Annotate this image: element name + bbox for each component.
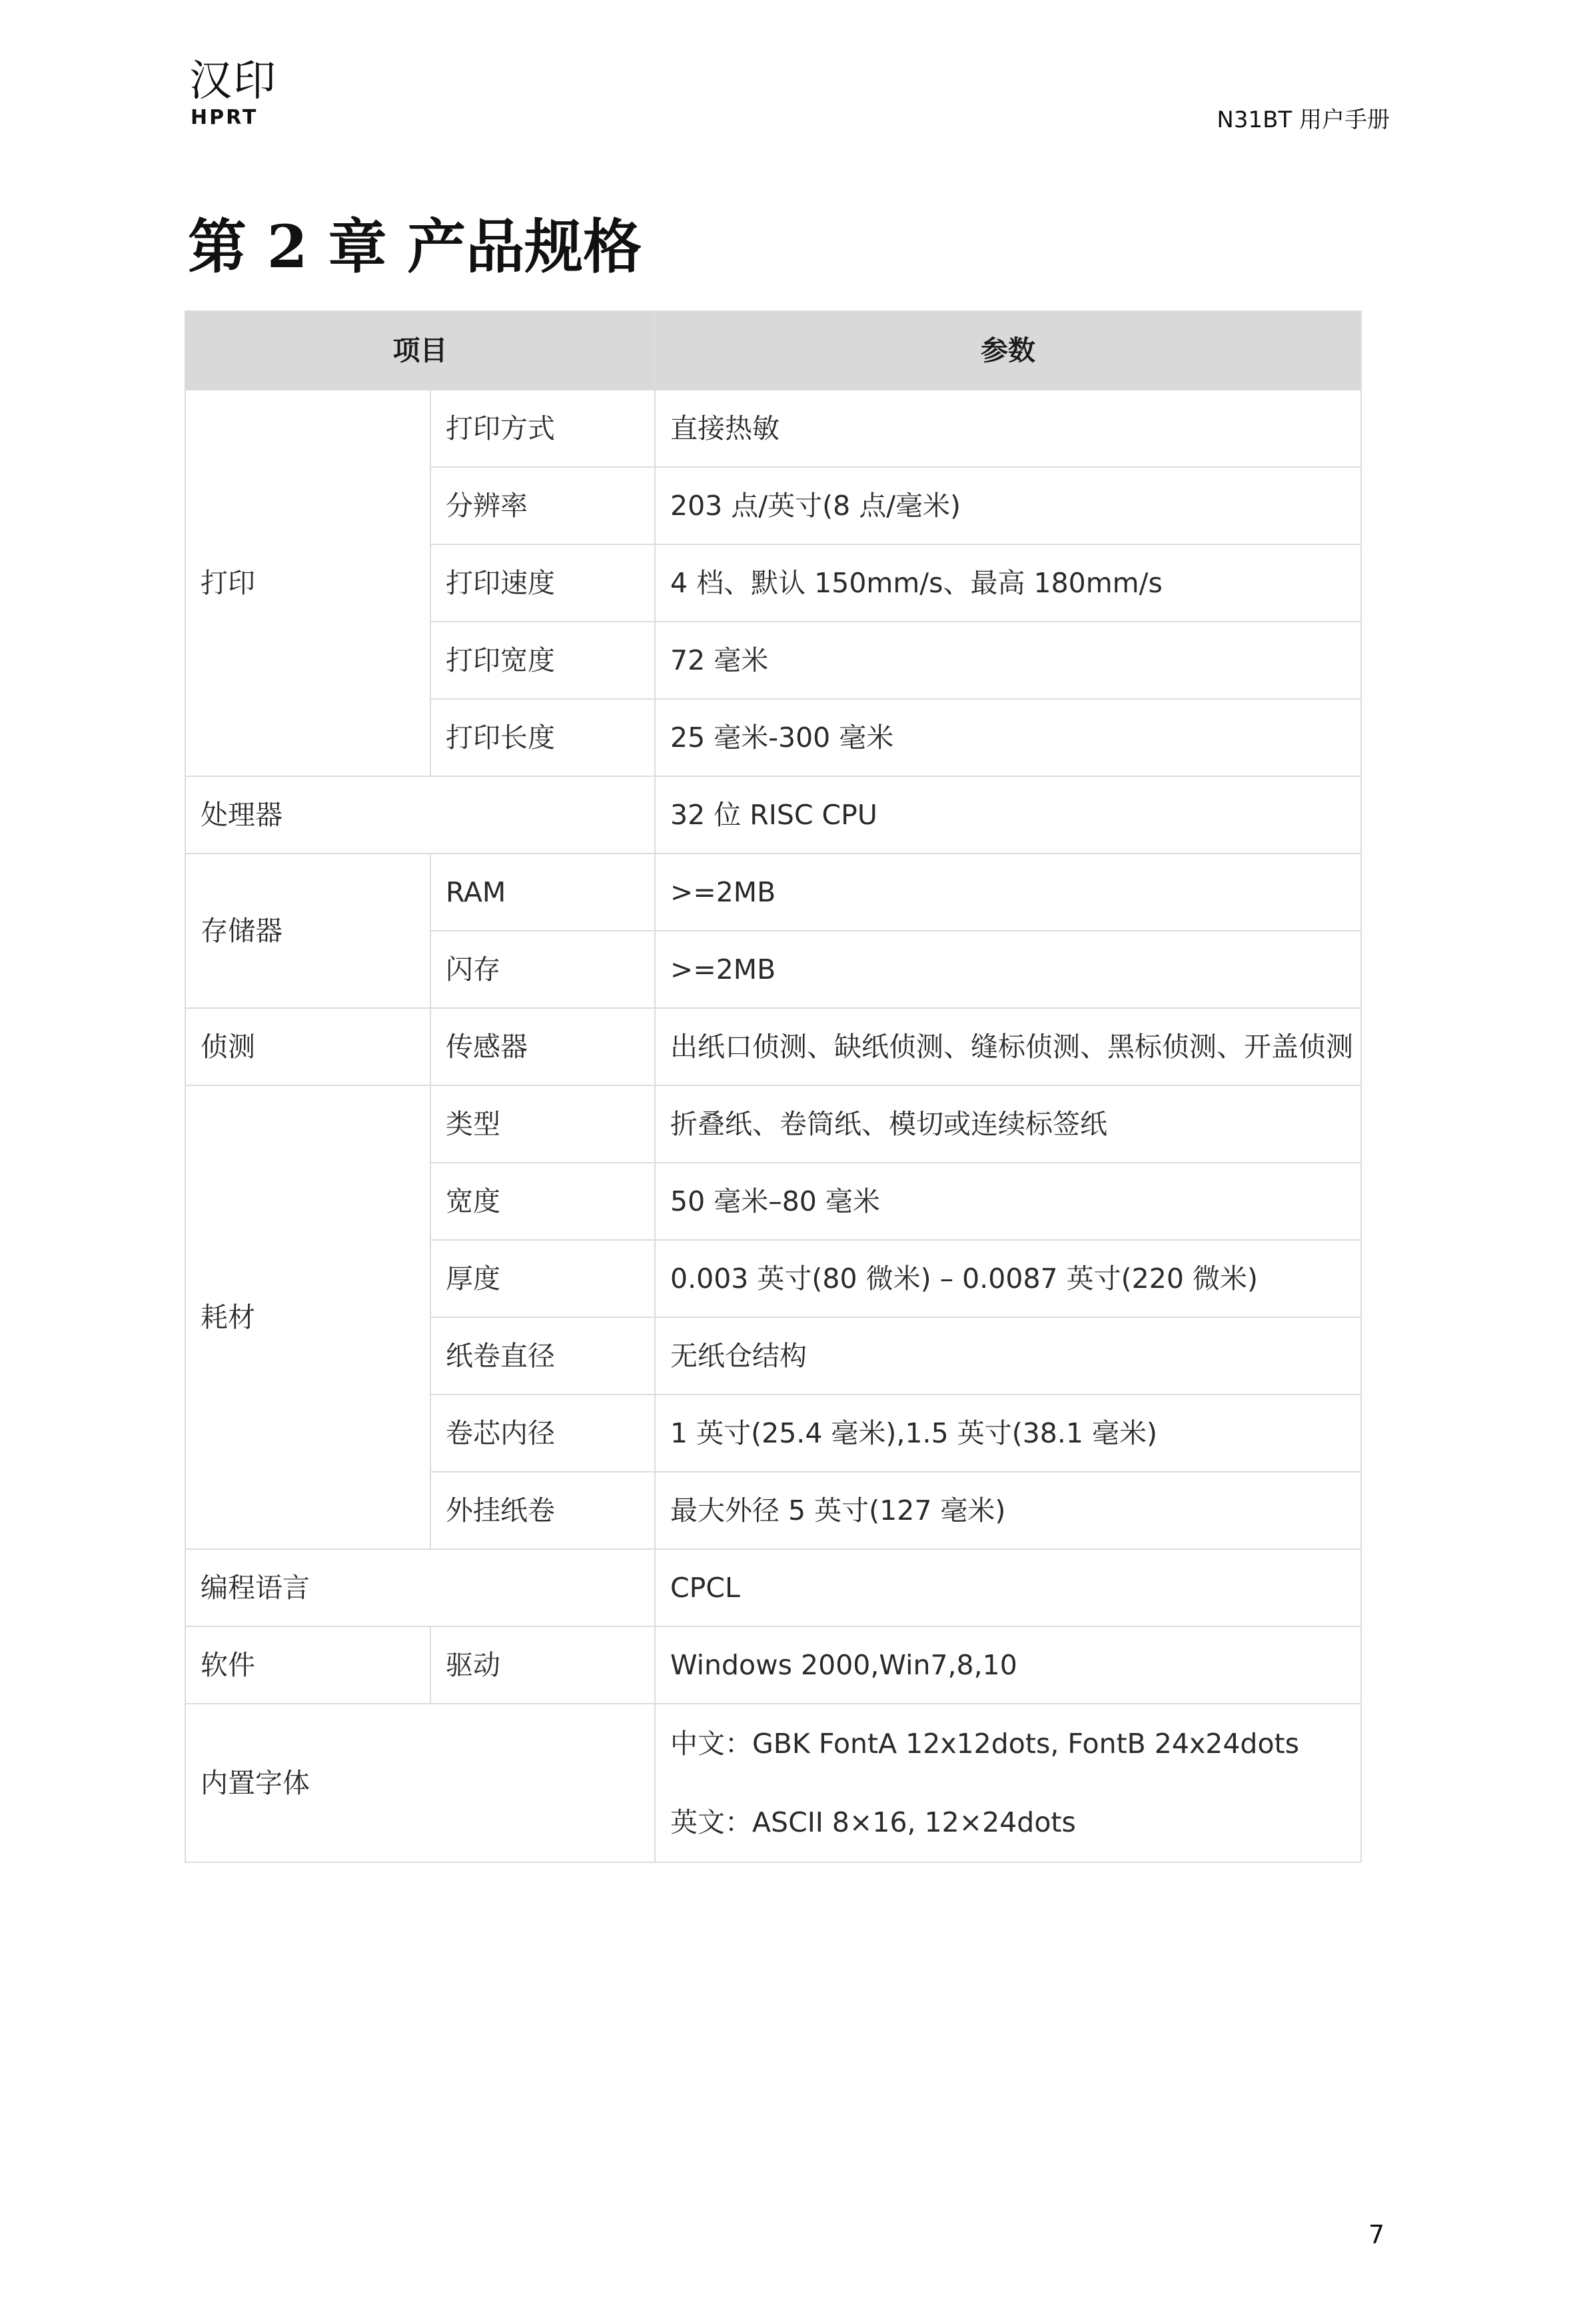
logo-english-text: HPRT <box>191 106 259 129</box>
item-value: Windows 2000,Win7,8,10 <box>655 1626 1361 1704</box>
table-header-row <box>185 311 1361 390</box>
item-name: 打印宽度 <box>430 622 655 699</box>
item-value-multiline <box>655 1704 1361 1862</box>
category-print: 打印 <box>185 390 430 776</box>
item-value: 无纸仓结构 <box>655 1317 1361 1395</box>
item-name: 打印速度 <box>430 544 655 622</box>
item-name: 厚度 <box>430 1240 655 1317</box>
item-value: >=2MB <box>655 931 1361 1008</box>
hprt-logo <box>189 57 276 131</box>
item-value: 折叠纸、卷筒纸、模切或连续标签纸 <box>655 1085 1361 1163</box>
category-processor: 处理器 <box>185 776 655 854</box>
table-row <box>185 1008 1361 1085</box>
table-row <box>185 854 1361 931</box>
item-value: 直接热敏 <box>655 390 1361 467</box>
item-name: 纸卷直径 <box>430 1317 655 1395</box>
chapter-title: 第 2 章 产品规格 <box>188 212 642 281</box>
item-value: CPCL <box>655 1549 1361 1626</box>
category-fonts: 内置字体 <box>185 1704 655 1862</box>
item-name: 宽度 <box>430 1163 655 1240</box>
item-value: 72 毫米 <box>655 622 1361 699</box>
table-row <box>185 1549 1361 1626</box>
table-row <box>185 390 1361 467</box>
item-value: 32 位 RISC CPU <box>655 776 1361 854</box>
header-item: 项目 <box>185 311 655 390</box>
item-value: 50 毫米–80 毫米 <box>655 1163 1361 1240</box>
item-name: 卷芯内径 <box>430 1395 655 1472</box>
item-name: 闪存 <box>430 931 655 1008</box>
logo-chinese-text: 汉印 <box>189 57 277 106</box>
item-name: 外挂纸卷 <box>430 1472 655 1549</box>
item-value: 最大外径 5 英寸(127 毫米) <box>655 1472 1361 1549</box>
item-value: 203 点/英寸(8 点/毫米) <box>655 467 1361 544</box>
item-name: 类型 <box>430 1085 655 1163</box>
category-language: 编程语言 <box>185 1549 655 1626</box>
item-value: 1 英寸(25.4 毫米),1.5 英寸(38.1 毫米) <box>655 1395 1361 1472</box>
header-param: 参数 <box>655 311 1361 390</box>
item-name: 打印长度 <box>430 699 655 776</box>
table-row <box>185 1626 1361 1704</box>
item-value: >=2MB <box>655 854 1361 931</box>
category-media: 耗材 <box>185 1085 430 1549</box>
item-name: 分辨率 <box>430 467 655 544</box>
font-line-chinese: 中文：GBK FontA 12x12dots, FontB 24x24dots <box>670 1728 1299 1760</box>
item-name: RAM <box>430 854 655 931</box>
table-row <box>185 1085 1361 1163</box>
table-row <box>185 776 1361 854</box>
item-name: 驱动 <box>430 1626 655 1704</box>
category-detection: 侦测 <box>185 1008 430 1085</box>
category-memory: 存储器 <box>185 854 430 1008</box>
item-value: 4 档、默认 150mm/s、最高 180mm/s <box>655 544 1361 622</box>
spec-table <box>185 310 1362 1863</box>
item-name: 传感器 <box>430 1008 655 1085</box>
item-value: 出纸口侦测、缺纸侦测、缝标侦测、黑标侦测、开盖侦测 <box>655 1008 1361 1085</box>
item-value: 0.003 英寸(80 微米) – 0.0087 英寸(220 微米) <box>655 1240 1361 1317</box>
font-line-english: 英文：ASCII 8×16, 12×24dots <box>670 1806 1076 1838</box>
item-value: 25 毫米-300 毫米 <box>655 699 1361 776</box>
table-row <box>185 1704 1361 1862</box>
document-header-title: N31BT 用户手册 <box>1217 107 1390 133</box>
item-name: 打印方式 <box>430 390 655 467</box>
page-number: 7 <box>1368 2220 1385 2249</box>
category-software: 软件 <box>185 1626 430 1704</box>
